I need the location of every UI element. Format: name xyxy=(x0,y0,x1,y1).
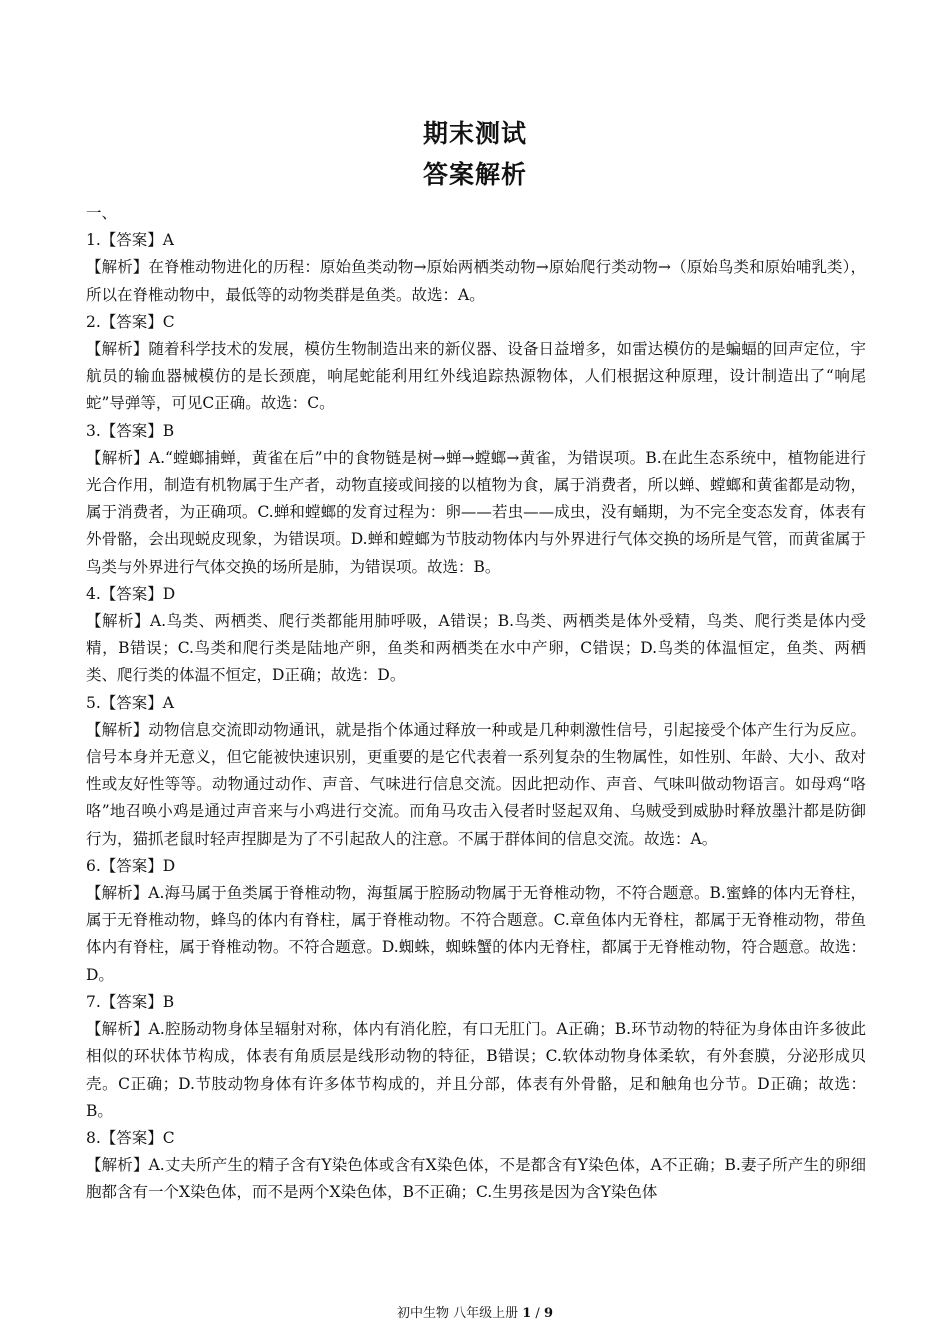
answer-line: 6.【答案】D xyxy=(86,856,176,875)
answer-content xyxy=(86,200,866,1207)
analysis-paragraph: 【解析】A.海马属于鱼类属于脊椎动物，海蜇属于腔肠动物属于无脊椎动物，不符合题意。B.蜜蜂的体内无脊柱，属于无脊椎动物，蜂鸟的体内有脊柱，属于脊椎动物。不符合题意。C.章鱼体内无脊柱，都属于无脊椎动物，带鱼体内有脊柱，属于脊椎动物。不符合题意。D.蜘蛛，蜘蛛蟹的体内无脊柱，都属于无脊椎动物，符合题意。故选：D。 xyxy=(86,884,866,984)
page-title: 期末测试 xyxy=(422,119,527,148)
analysis-paragraph: 【解析】动物信息交流即动物通讯，就是指个体通过释放一种或是几种刺激性信号，引起接受个体产生行为反应。信号本身并无意义，但它能被快速识别，更重要的是它代表着一系列复杂的生物属性，如性别、年龄、大小、敌对性或友好性等等。动物通过动作、声音、气味进行信息交流。因此把动作、声音、气味叫做动物语言。如母鸡“咯咯”地召唤小鸡是通过声音来与小鸡进行交流。而角马攻击入侵者时竖起双角、乌贼受到威胁时释放墨汁都是防御行为，猫抓老鼠时轻声捏脚是为了不引起敌人的注意。不属于群体间的信息交流。故选：A。 xyxy=(86,720,866,848)
answer-line: 1.【答案】A xyxy=(86,231,174,250)
analysis-paragraph: 【解析】A.丈夫所产生的精子含有Y染色体或含有X染色体，不是都含有Y染色体，A不正确；B.妻子所产生的卵细胞都含有一个X染色体，而不是两个X染色体，B不正确；C.生男孩是因为含Y染色体 xyxy=(86,1156,866,1202)
analysis-paragraph: 【解析】A.腔肠动物身体呈辐射对称，体内有消化腔，有口无肛门。A正确；B.环节动物的特征为身体由许多彼此相似的环状体节构成，体表有角质层是线形动物的特征，B错误；C.软体动物身体柔软，有外套膜，分泌形成贝壳。C正确；D.节肢动物身体有许多体节构成的，并且分部，体表有外骨骼，足和触角也分节。D正确；故选：B。 xyxy=(86,1020,866,1120)
answer-line: 3.【答案】B xyxy=(86,421,175,440)
answer-line: 8.【答案】C xyxy=(86,1128,175,1147)
analysis-paragraph: 【解析】在脊椎动物进化的历程：原始鱼类动物→原始两栖类动物→原始爬行类动物→（原始鸟类和原始哺乳类），所以在脊椎动物中，最低等的动物类群是鱼类。故选：A。 xyxy=(86,258,866,304)
page-subtitle: 答案解析 xyxy=(422,160,527,189)
footer-separator: / xyxy=(531,1306,544,1321)
answer-line: 2.【答案】C xyxy=(86,312,175,331)
footer-page-number: 1 xyxy=(522,1306,532,1321)
section-heading: 一、 xyxy=(86,204,118,222)
analysis-paragraph: 【解析】A.“螳螂捕蝉，黄雀在后”中的食物链是树→蝉→螳螂→黄雀，为错误项。B.在此生态系统中，植物能进行光合作用，制造有机物属于生产者，动物直接或间接的以植物为食，属于消费者，所以蝉、螳螂和黄雀都是动物，属于消费者，为正确项。C.蝉和螳螂的发育过程为：卵——若虫——成虫，没有蛹期，为不完全变态发育，体表有外骨骼，会出现蜕皮现象，为错误项。D.蝉和螳螂为节肢动物体内与外界进行气体交换的场所是气管，而黄雀属于鸟类与外界进行气体交换的场所是肺，为错误项。故选：B。 xyxy=(86,448,866,576)
footer-page-total: 9 xyxy=(543,1306,553,1321)
analysis-paragraph: 【解析】A.鸟类、两栖类、爬行类都能用肺呼吸，A错误；B.鸟类、两栖类是体外受精，鸟类、爬行类是体内受精，B错误；C.鸟类和爬行类是陆地产卵，鱼类和两栖类在水中产卵，C错误；D.鸟类的体温恒定，鱼类、两栖类、爬行类的体温不恒定，D正确；故选：D。 xyxy=(86,612,866,685)
footer-label: 初中生物 八年级上册 xyxy=(396,1306,523,1321)
answer-line: 7.【答案】B xyxy=(86,992,175,1011)
answer-line: 5.【答案】A xyxy=(86,693,174,712)
analysis-paragraph: 【解析】随着科学技术的发展，模仿生物制造出来的新仪器、设备日益增多，如雷达模仿的是蝙蝠的回声定位，宇航员的输血器械模仿的是长颈鹿，响尾蛇能利用红外线追踪热源物体，人们根据这种原理，设计制造出了“响尾蛇”导弹等，可见C正确。故选：C。 xyxy=(86,340,866,413)
page-footer xyxy=(0,1302,950,1321)
answer-line: 4.【答案】D xyxy=(86,584,176,603)
